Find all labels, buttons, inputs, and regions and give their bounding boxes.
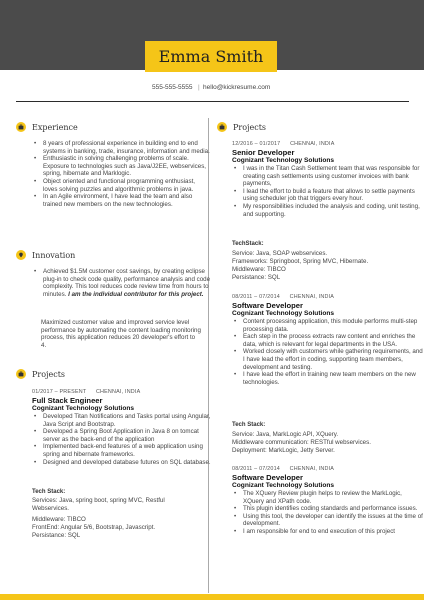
job-company: Cognizant Technology Solutions (232, 157, 335, 164)
innovation-heading (16, 250, 75, 260)
list-item: • Developed Titan Notifications and Tasks portal using Angular, Java Script and Bootstrap. (43, 413, 211, 428)
job-date-range: 08/2011 – 07/2014 (232, 294, 280, 300)
tech-stack-line: Services: Java, spring boot, spring MVC, Restful Webservices. (32, 497, 165, 512)
list-item: • Designed and developed database futures on SQL database. (43, 459, 211, 467)
tech-stack-line: Service: Java, MarkLogic API, XQuery. (232, 431, 339, 438)
job-date-range: 12/2016 – 01/2017 (232, 141, 281, 147)
job-dates (232, 466, 334, 472)
innovation-paragraph: Maximized customer value and improved service level performance by automating the content loading monitoring process, this application reduces 20 developer's effort to 4. (41, 319, 201, 349)
project-bullets (232, 165, 423, 218)
phone-number: 555-555-5555 (152, 84, 193, 91)
job-dates (232, 294, 334, 300)
tech-stack-line: Service: Java, SOAP webservices. (232, 250, 328, 257)
job-role: Software Developer (232, 301, 303, 310)
full-name: Emma Smith (158, 47, 264, 66)
projects-left-title: Projects (32, 369, 66, 379)
tech-stack-title: Tech Stack: (232, 422, 266, 428)
list-item: • I lead the effort to build a feature that allows to settle payments using scheduler job that triggers every hour. (243, 188, 423, 203)
experience-list (32, 140, 211, 208)
job-location: CHENNAI, INDIA (289, 466, 335, 472)
job-dates (32, 389, 140, 395)
tech-stack-line: Persistance: SQL (32, 532, 81, 539)
tech-stack-title: Tech Stack: (32, 489, 66, 495)
tech-stack-title: TechStack: (232, 241, 264, 247)
header-divider (16, 101, 409, 102)
project-bullets (232, 490, 423, 536)
experience-heading (16, 122, 78, 132)
list-item (43, 268, 211, 298)
innovation-bullet-text: Achieved $1.5M customer cost savings, by creating eclipse plug-in to check code quality, performance analysis and code complexity. This tool reduces code review time from hours to minutes. (43, 268, 211, 298)
projects-left-heading (16, 369, 65, 379)
email-address[interactable]: hello@kickresume.com (203, 84, 271, 91)
list-item: • My responsibilities included the analysis and coding, unit testing, and supporting. (243, 203, 423, 218)
job-role: Full Stack Engineer (32, 396, 103, 405)
list-item: • This plugin identifies coding standards and performance issues. (243, 505, 423, 513)
job-date-range: 01/2017 – PRESENT (32, 389, 87, 395)
job-role: Senior Developer (232, 148, 295, 157)
contact-separator: | (198, 84, 200, 91)
list-item: • Worked closely with customers while gathering requirements, and I have lead the effort in coding, supporting team members, development and testing. (243, 348, 423, 371)
tech-stack-line: Persistance: SQL (232, 274, 281, 281)
project-bullets (32, 413, 211, 466)
list-item: • Developed a Spring Boot Application in Java 8 on tomcat server as the back-end of the application (43, 428, 211, 443)
job-company: Cognizant Technology Solutions (32, 405, 135, 412)
tech-stack-line: Middleware: TIBCO (232, 266, 286, 273)
job-company: Cognizant Technology Solutions (232, 310, 335, 317)
list-item: • Object oriented and functional programming enthusiast, loves solving puzzles and algorithmic problems in java. (43, 178, 211, 193)
job-date-range: 08/2011 – 07/2014 (232, 466, 280, 472)
projects-right-title: Projects (233, 122, 267, 132)
list-item: • The XQuery Review plugin helps to review the MarkLogic, XQuery and XPath code. (243, 490, 423, 505)
innovation-title: Innovation (32, 250, 76, 260)
list-item: • Implemented back-end features of a web application using spring and hibernate frameworks. (43, 443, 211, 458)
briefcase-icon (16, 122, 26, 132)
tech-stack-line: Frameworks: Springboot, Spring MVC, Hibernate. (232, 258, 369, 265)
project-bullets (232, 318, 423, 386)
job-location: CHENNAI, INDIA (95, 389, 141, 395)
list-item: • 8 years of professional experience in building end to end systems in banking, trade, insurance, information and media. (43, 140, 211, 155)
job-company: Cognizant Technology Solutions (232, 482, 335, 489)
experience-title: Experience (32, 122, 78, 132)
job-dates (232, 141, 335, 147)
projects-right-heading (217, 122, 266, 132)
briefcase-icon (217, 122, 227, 132)
list-item: • Using this tool, the developer can identify the issues at the time of development. (243, 513, 423, 528)
tech-stack-line: FrontEnd: Angular 5/6, Bootstrap, Javascript. (32, 524, 156, 531)
job-role: Software Developer (232, 473, 303, 482)
list-item: • Enthusiastic in solving challenging problems of scale. Exposure to technologies such as Java/J2EE, webservices, spring, hibernate and Marklogic. (43, 155, 211, 178)
list-item: • I am responsible for end to end execution of this project (243, 528, 423, 536)
list-item: • Each step in the process extracts raw content and enriches the data, which is relevant for legal departments in the USA. (243, 333, 423, 348)
job-location: CHENNAI, INDIA (290, 141, 335, 147)
innovation-list (32, 268, 211, 298)
list-item: • I was in the Titan Cash Settlement team that was responsible for creating cash settlements using customer invoices with bank payments, (243, 165, 423, 188)
list-item: • Content processing application, this module performs multi-step processing data. (243, 318, 423, 333)
job-location: CHENNAI, INDIA (289, 294, 335, 300)
tech-stack-line: Middleware: TIBCO (32, 516, 86, 523)
tech-stack-line: Middleware communication: RESTful webservices. (232, 439, 371, 446)
innovation-bullet-emphasis: I am the individual contributor for this project. (68, 290, 204, 298)
list-item: • In an Agile environment, I have lead the team and also trained new members on the new technologies. (43, 193, 211, 208)
name-banner (145, 41, 277, 72)
briefcase-icon (16, 369, 26, 379)
footer-band (0, 594, 424, 600)
lightbulb-icon (16, 250, 26, 260)
tech-stack-line: Deployment: MarkLogic, Jetty Server. (232, 447, 335, 454)
list-item: • I have lead the effort in training new team members on the new technologies. (243, 371, 423, 386)
